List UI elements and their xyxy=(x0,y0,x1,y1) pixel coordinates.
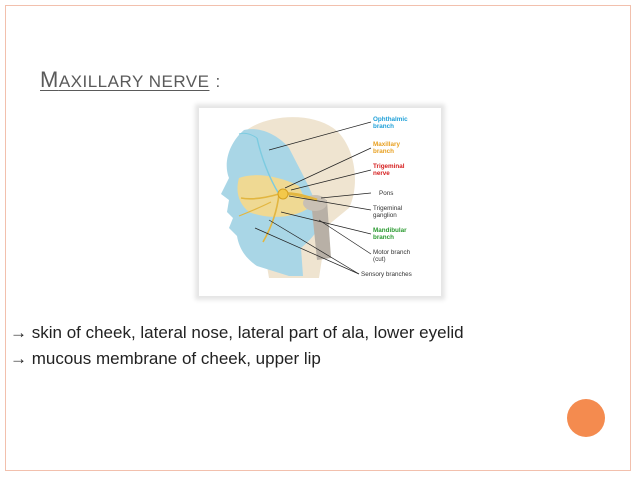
accent-circle xyxy=(567,399,605,437)
bullet-item xyxy=(10,320,464,346)
arrow-icon: → xyxy=(10,323,27,342)
title-colon: : xyxy=(215,72,221,91)
label-motor: Motor branch (cut) xyxy=(373,249,411,263)
title-rest: AXILLARY NERVE xyxy=(58,72,210,91)
label-ophthalmic: Ophthalmic branch xyxy=(373,116,408,130)
arrow-icon: → xyxy=(10,349,27,368)
label-sensory: Sensory branches xyxy=(361,271,412,278)
bullet-item xyxy=(10,346,464,372)
slide-title xyxy=(40,67,221,93)
head-illustration xyxy=(199,108,441,296)
label-mandibular: Mandibular branch xyxy=(373,227,407,241)
bullet-list xyxy=(10,320,464,372)
title-initial: M xyxy=(40,67,59,92)
label-maxillary: Maxillary branch xyxy=(373,141,400,155)
label-trigeminal-ganglion: Trigeminal ganglion xyxy=(373,205,403,219)
bullet-text: skin of cheek, lateral nose, lateral part of ala, lower eyelid xyxy=(31,323,464,342)
maxillary-nerve-diagram xyxy=(199,108,441,296)
label-trigeminal-nerve: Trigeminal nerve xyxy=(373,163,405,177)
bullet-text: mucous membrane of cheek, upper lip xyxy=(31,349,321,368)
label-pons: Pons xyxy=(379,190,394,197)
